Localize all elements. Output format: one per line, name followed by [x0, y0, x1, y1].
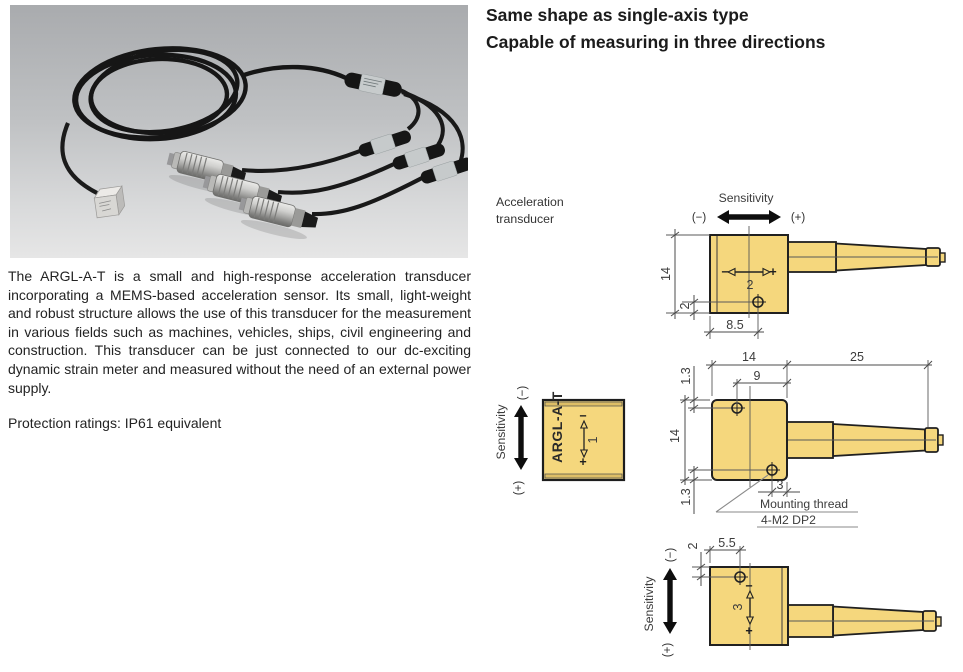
dim-height-label: 14 [659, 267, 673, 281]
dim-holes-label: 9 [753, 369, 761, 383]
mounting-note-line1: Mounting thread [760, 497, 849, 511]
axis-minus-label: − [745, 579, 753, 593]
axis-minus-label: − [721, 265, 729, 279]
protection-note: Protection ratings: IP61 equivalent [8, 415, 222, 432]
bottom-view-drawing [642, 536, 941, 657]
cable-tip-nub [936, 617, 941, 626]
axis-value-label: 3 [731, 603, 745, 611]
dim-hole-right-label: 3 [776, 478, 784, 492]
dim-edge-bottom-label: 1.3 [679, 488, 693, 506]
headline-line2: Capable of measuring in three directions [486, 32, 826, 52]
dim-hole-x-label: 5.5 [718, 536, 736, 550]
sensitivity-minus-label: (−) [517, 385, 529, 401]
axis-plus-label: + [579, 455, 587, 469]
dim-width-label: 14 [742, 350, 756, 364]
top-view-drawing [659, 191, 945, 339]
intro-paragraph: The ARGL-A-T is a small and high-response acceleration transducer incorporating a MEMS-based acceleration sensor. Its small, light-weight and robust structure allows the use of this transducer for the measurement in various fields such as machines, vehicles, ships, civil engineering and construction. This transducer can be just connected to our dc-exciting dynamic strain meter and measured without the need of an external power supply. [8, 268, 471, 396]
dim-height-label: 14 [668, 429, 682, 443]
sensitivity-label: Sensitivity [718, 191, 774, 205]
cable-tip-nub [938, 435, 943, 445]
sensitivity-plus-label: (+) [662, 642, 674, 658]
sensitivity-arrow [717, 210, 781, 224]
sensitivity-label: Sensitivity [494, 404, 508, 460]
dim-cable-label: 25 [850, 350, 864, 364]
sensitivity-minus-label: (−) [691, 212, 707, 224]
sensitivity-plus-label: (+) [790, 212, 806, 224]
sensitivity-minus-label: (−) [665, 547, 677, 563]
cable-tip-nub [940, 253, 945, 262]
axis-minus-label: − [579, 409, 587, 423]
dim-hole-x-label: 8.5 [726, 318, 744, 332]
model-label: ARGL-A-T [549, 391, 565, 463]
front-face-drawing [494, 386, 624, 496]
axis-value-label: 2 [746, 278, 754, 292]
axis-plus-label: + [745, 624, 753, 638]
dim-hole-edge-label: 2 [678, 302, 692, 310]
sensitivity-arrow [514, 405, 528, 470]
dim-hole-edge-label: 2 [686, 542, 700, 550]
component-label-line2: transducer [496, 211, 555, 226]
axis-plus-label: + [769, 265, 777, 279]
dim-edge-top-label: 1.3 [679, 367, 693, 385]
bottom-edge-strip [545, 474, 622, 478]
sensitivity-label: Sensitivity [642, 576, 656, 632]
axis-value-label: 1 [586, 436, 600, 444]
sensitivity-arrow [663, 568, 677, 634]
component-label-line1: Acceleration [496, 195, 564, 209]
headline-line1: Same shape as single-axis type [486, 5, 749, 25]
sensitivity-plus-label: (+) [513, 480, 525, 496]
side-view-drawing [668, 350, 943, 527]
mounting-note-line2: 4-M2 DP2 [761, 513, 816, 527]
